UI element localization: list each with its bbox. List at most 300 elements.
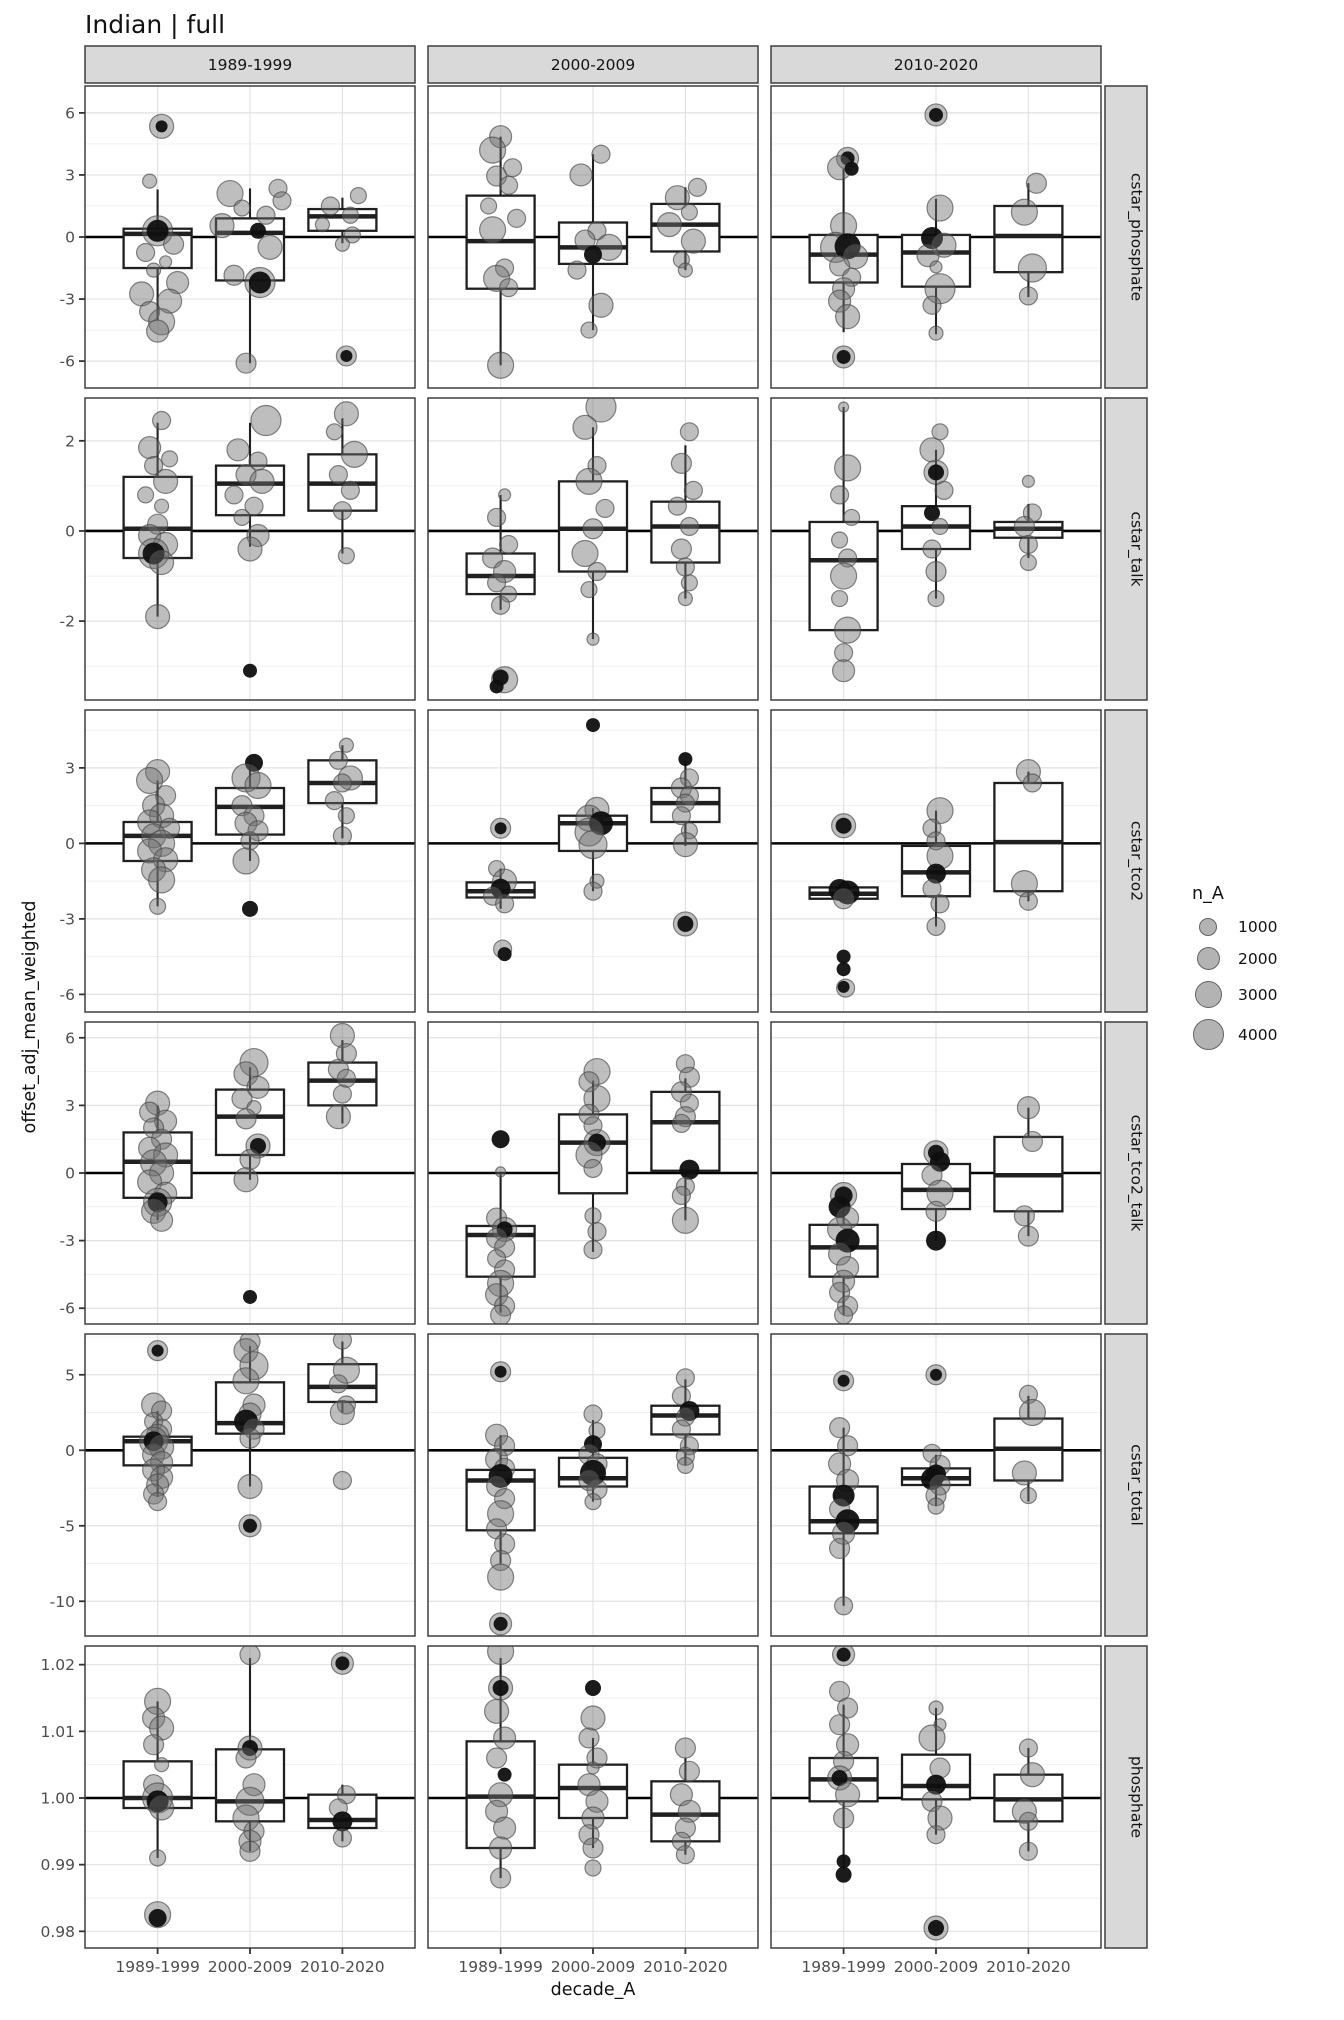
y-tick-label: 0 [65, 228, 75, 247]
data-point [495, 1366, 507, 1378]
data-point [688, 178, 706, 196]
data-point [238, 1475, 262, 1499]
data-point [139, 437, 161, 459]
row-facet-strip [1105, 398, 1147, 700]
panel-cstar_phosphate-2010-2020 [771, 86, 1101, 388]
data-point [923, 540, 941, 558]
data-point [480, 217, 506, 243]
x-tick-label: 1989-1999 [115, 1958, 200, 1976]
data-point [587, 1762, 599, 1774]
svg-text:phosphate: phosphate [1127, 1756, 1146, 1838]
data-point [499, 489, 511, 501]
data-point [1014, 1206, 1034, 1226]
data-point [485, 1699, 509, 1723]
data-point [329, 466, 347, 484]
y-tick-label: 2 [65, 432, 75, 451]
y-tick-label: 1.02 [40, 1656, 75, 1675]
data-point [495, 822, 507, 834]
data-point [492, 1130, 510, 1148]
data-point [333, 502, 351, 520]
data-point [573, 415, 597, 439]
data-point [339, 738, 353, 752]
data-point [932, 518, 948, 534]
data-point [927, 195, 953, 221]
data-point [675, 1738, 695, 1758]
legend-entry: 4000 [1192, 1019, 1342, 1050]
data-point [583, 519, 603, 539]
data-point [333, 774, 351, 792]
data-point [836, 1867, 852, 1883]
data-point [835, 617, 861, 643]
data-point [835, 455, 861, 481]
data-point [836, 305, 860, 329]
panel-cstar_tco2-1989-1999 [60, 710, 415, 1012]
panel-cstar_tco2_talk-2010-2020 [771, 1022, 1101, 1324]
x-tick-label: 2000-2009 [893, 1958, 979, 1976]
col-facet-strip [85, 46, 415, 83]
data-point [258, 235, 282, 259]
data-point [832, 532, 848, 548]
legend-entry: 2000 [1192, 947, 1342, 970]
data-point [668, 497, 686, 515]
data-point [680, 423, 698, 441]
y-tick-label: -2 [59, 612, 75, 631]
data-point [588, 563, 606, 581]
plot-title: Indian | full [85, 10, 226, 39]
data-point [144, 1735, 164, 1755]
data-point [830, 1715, 850, 1735]
data-point [152, 1345, 164, 1357]
data-point [491, 1305, 511, 1325]
data-point [672, 1187, 690, 1205]
data-point [583, 1838, 603, 1858]
y-tick-label: 0 [65, 522, 75, 541]
col-facet-strip [771, 46, 1101, 83]
data-point [335, 237, 349, 251]
data-point [146, 605, 170, 629]
data-point [928, 1920, 944, 1936]
data-point [162, 451, 178, 467]
data-point [836, 1783, 860, 1807]
data-point [581, 1706, 605, 1730]
data-point [1020, 555, 1036, 571]
data-point [931, 895, 949, 913]
data-point [919, 1725, 945, 1751]
data-point [838, 981, 850, 993]
row-facet-strip [1105, 710, 1147, 1012]
data-point [496, 1167, 506, 1177]
svg-text:1989-1999: 1989-1999 [207, 56, 293, 74]
data-point [332, 1811, 352, 1831]
data-point [585, 1680, 601, 1696]
data-point [494, 1817, 516, 1839]
data-point [676, 1369, 694, 1387]
data-point [585, 1860, 601, 1876]
data-point [678, 263, 692, 277]
data-point [839, 402, 849, 412]
y-tick-label: 3 [65, 759, 75, 778]
data-point [333, 1829, 351, 1847]
y-tick-label: -6 [59, 352, 75, 371]
x-tick-label: 2000-2009 [550, 1958, 636, 1976]
svg-text:2000-2009: 2000-2009 [550, 56, 636, 74]
data-point [224, 265, 244, 285]
data-point [240, 1149, 260, 1169]
data-point [1018, 1226, 1038, 1246]
data-point [240, 1841, 260, 1861]
data-point [329, 1375, 347, 1393]
y-tick-label: 1.00 [40, 1789, 75, 1808]
data-point [335, 1656, 349, 1670]
data-point [1019, 1400, 1045, 1426]
data-point [596, 499, 614, 517]
data-point [236, 1109, 256, 1129]
panel-cstar_phosphate-2000-2009 [428, 86, 758, 388]
data-point [585, 1208, 601, 1224]
data-point [243, 1290, 257, 1304]
data-point [491, 1868, 511, 1888]
data-point [927, 1826, 945, 1844]
data-point [150, 898, 166, 914]
data-point [138, 487, 154, 503]
data-point [341, 481, 359, 499]
x-axis-title: decade_A [550, 1980, 636, 2000]
data-point [508, 209, 526, 227]
data-point [488, 1564, 514, 1590]
data-point [930, 261, 942, 273]
data-point [498, 1768, 512, 1782]
data-point [928, 464, 944, 480]
data-point [481, 198, 497, 214]
data-point [234, 200, 250, 216]
data-point [684, 481, 702, 499]
data-point [337, 1069, 355, 1087]
y-tick-label: -6 [59, 1299, 75, 1318]
y-tick-label: -10 [49, 1592, 75, 1611]
data-point [326, 1105, 350, 1129]
data-point [147, 263, 161, 277]
data-point [1017, 1097, 1039, 1119]
y-tick-label: -3 [59, 910, 75, 929]
data-point [250, 223, 266, 239]
legend-circle-icon [1195, 981, 1222, 1008]
panel-cstar_talk-1989-1999 [60, 398, 415, 700]
data-point [671, 453, 691, 473]
data-point [844, 509, 860, 525]
data-point [500, 279, 518, 297]
data-point [160, 256, 172, 268]
data-point [321, 197, 339, 215]
y-tick-label: 1.01 [40, 1722, 75, 1741]
data-point [935, 481, 953, 499]
panel-phosphate-1989-1999 [40, 1645, 415, 1976]
data-point [576, 468, 602, 494]
x-tick-label: 2010-2020 [643, 1958, 728, 1976]
data-point [1012, 1461, 1036, 1485]
data-point [677, 1457, 693, 1473]
y-tick-label: 0.99 [40, 1856, 75, 1875]
data-point [234, 509, 250, 525]
data-point [333, 1085, 351, 1103]
data-point [926, 1231, 946, 1251]
legend-circle-icon [1199, 918, 1217, 936]
panel-cstar_total-2000-2009 [428, 1334, 758, 1636]
data-point [341, 441, 367, 467]
data-point [929, 1701, 943, 1715]
data-point [500, 535, 518, 553]
data-point [243, 1519, 257, 1533]
data-point [240, 1645, 260, 1665]
data-point [333, 827, 351, 845]
data-point [579, 1728, 599, 1748]
data-point [1020, 1488, 1036, 1504]
y-tick-label: 6 [65, 104, 75, 123]
data-point [492, 596, 510, 614]
data-point [1019, 1842, 1037, 1860]
data-point [225, 486, 243, 504]
data-point [488, 352, 514, 378]
panel-cstar_total-2010-2020 [771, 1334, 1101, 1636]
data-point [926, 562, 946, 582]
x-tick-label: 2010-2020 [300, 1958, 385, 1976]
data-point [151, 1209, 173, 1231]
data-point [837, 1648, 851, 1662]
data-point [681, 229, 705, 253]
legend-circle-icon [1197, 947, 1220, 970]
data-point [671, 539, 691, 559]
y-tick-label: 0.98 [40, 1922, 75, 1941]
data-point [233, 848, 259, 874]
row-facet-strip [1105, 86, 1147, 388]
data-point [325, 792, 343, 810]
data-point [678, 592, 692, 606]
data-point [480, 137, 506, 163]
data-point [929, 326, 943, 340]
x-tick-label: 2000-2009 [207, 1958, 293, 1976]
data-point [835, 1306, 853, 1324]
data-point [150, 1796, 174, 1820]
data-point [338, 548, 354, 564]
data-point [672, 1420, 690, 1438]
col-facet-strip [428, 46, 758, 83]
data-point [315, 218, 329, 232]
data-point [845, 162, 859, 176]
data-point [932, 424, 948, 440]
data-point [240, 1428, 260, 1448]
data-point [834, 1808, 854, 1828]
data-point [830, 1538, 850, 1558]
data-point [1023, 774, 1041, 792]
data-point [1019, 535, 1037, 553]
data-point [680, 517, 698, 535]
data-point [835, 1597, 853, 1615]
data-point [137, 244, 155, 262]
data-point [586, 718, 600, 732]
y-tick-label: 5 [65, 1366, 75, 1385]
data-point [241, 832, 259, 850]
data-point [676, 558, 694, 576]
data-point [1011, 199, 1037, 225]
row-facet-strip [1105, 1022, 1147, 1324]
data-point [929, 108, 943, 122]
data-point [242, 901, 258, 917]
y-tick-label: 0 [65, 1164, 75, 1183]
data-point [1014, 516, 1034, 536]
data-point [236, 1748, 256, 1768]
data-point [164, 234, 184, 254]
data-point [831, 563, 857, 589]
data-point [155, 499, 169, 513]
svg-text:2010-2020: 2010-2020 [893, 56, 979, 74]
data-point [837, 962, 851, 976]
y-tick-label: 0 [65, 834, 75, 853]
data-point [588, 1223, 606, 1241]
data-point [329, 751, 347, 769]
data-point [498, 947, 512, 961]
data-point [273, 192, 291, 210]
data-point [150, 1850, 166, 1866]
data-point [245, 773, 271, 799]
x-tick-label: 1989-1999 [458, 1958, 543, 1976]
data-point [1019, 1739, 1037, 1757]
data-point [678, 752, 692, 766]
data-point [831, 486, 849, 504]
panel-cstar_talk-2010-2020 [771, 398, 1101, 700]
data-point [493, 1680, 509, 1696]
data-point [143, 174, 157, 188]
data-point [672, 807, 690, 825]
data-point [238, 537, 262, 561]
data-point [681, 575, 697, 591]
panel-cstar_tco2-2010-2020 [771, 710, 1101, 1012]
data-point [1022, 475, 1034, 487]
data-point [490, 679, 504, 693]
panel-cstar_talk-2000-2009 [428, 392, 758, 700]
data-point [835, 644, 853, 662]
data-point [1019, 287, 1037, 305]
legend-entry: 3000 [1192, 981, 1342, 1008]
data-point [837, 1854, 851, 1868]
data-point [1018, 254, 1046, 282]
panel-cstar_total-1989-1999 [50, 1331, 415, 1636]
data-point [930, 1758, 950, 1778]
row-facet-strip [1105, 1334, 1147, 1636]
data-point [149, 1493, 167, 1511]
data-point [584, 1159, 602, 1177]
y-tick-label: -3 [59, 290, 75, 309]
legend-title: n_A [1192, 884, 1224, 904]
panel-cstar_phosphate-1989-1999 [60, 86, 415, 388]
panel-cstar_tco2_talk-2000-2009 [428, 1022, 758, 1325]
data-point [585, 1494, 601, 1510]
data-point [568, 261, 586, 279]
data-point [584, 1405, 602, 1423]
svg-text:cstar_tco2: cstar_tco2 [1127, 820, 1146, 902]
data-point [1022, 1131, 1042, 1151]
data-point [834, 889, 854, 909]
data-point [837, 350, 851, 364]
row-facet-strip [1105, 1646, 1147, 1948]
data-point [837, 950, 851, 964]
data-point [334, 402, 358, 426]
data-point [836, 818, 852, 834]
y-tick-label: -6 [59, 985, 75, 1004]
data-point [920, 438, 944, 462]
data-point [673, 833, 697, 857]
data-point [928, 591, 944, 607]
data-point [350, 188, 366, 204]
data-point [340, 350, 352, 362]
panel-cstar_tco2-2000-2009 [428, 710, 758, 1012]
data-point [251, 406, 281, 436]
y-tick-label: -5 [59, 1517, 75, 1536]
data-point [1026, 173, 1046, 193]
data-point [1019, 1812, 1037, 1830]
data-point [1020, 1763, 1044, 1787]
svg-text:cstar_tco2_talk: cstar_tco2_talk [1127, 1114, 1146, 1232]
svg-text:cstar_talk: cstar_talk [1127, 511, 1146, 587]
data-point [589, 293, 613, 317]
svg-text:cstar_phosphate: cstar_phosphate [1127, 172, 1146, 302]
panel-phosphate-2000-2009 [428, 1638, 758, 1976]
data-point [257, 206, 275, 224]
y-tick-label: 3 [65, 1096, 75, 1115]
data-point [155, 1758, 169, 1772]
x-tick-label: 1989-1999 [801, 1958, 886, 1976]
data-point [581, 582, 597, 598]
data-point [579, 831, 607, 859]
data-point [338, 808, 354, 824]
data-point [227, 439, 249, 461]
y-tick-label: 3 [65, 166, 75, 185]
data-point [679, 1761, 699, 1781]
data-point [243, 664, 257, 678]
data-point [500, 176, 518, 194]
data-point [927, 917, 945, 935]
data-point [149, 1909, 167, 1927]
data-point [147, 320, 169, 342]
data-point [333, 1471, 351, 1489]
data-point [488, 1638, 514, 1664]
data-point [156, 120, 168, 132]
data-point [584, 882, 602, 900]
data-point [494, 1727, 516, 1749]
data-point [657, 213, 681, 237]
y-tick-label: -3 [59, 1232, 75, 1251]
y-tick-label: 6 [65, 1029, 75, 1048]
x-tick-label: 2010-2020 [986, 1958, 1071, 1976]
legend-entry: 1000 [1192, 918, 1342, 936]
data-point [930, 1369, 942, 1381]
data-point [153, 412, 171, 430]
data-point [587, 633, 599, 645]
data-point [150, 551, 174, 575]
legend-circle-icon [1193, 1019, 1224, 1050]
data-point [494, 1617, 508, 1631]
data-point [570, 164, 592, 186]
data-point [676, 1846, 694, 1864]
data-point [234, 1168, 258, 1192]
legend [1192, 884, 1342, 1061]
data-point [672, 1207, 698, 1233]
data-point [592, 145, 610, 163]
data-point [233, 1368, 259, 1394]
data-point [584, 246, 602, 264]
data-point [672, 1114, 690, 1132]
data-point [490, 1837, 512, 1859]
data-point [249, 272, 271, 294]
y-axis-title: offset_adj_mean_weighted [20, 900, 40, 1134]
